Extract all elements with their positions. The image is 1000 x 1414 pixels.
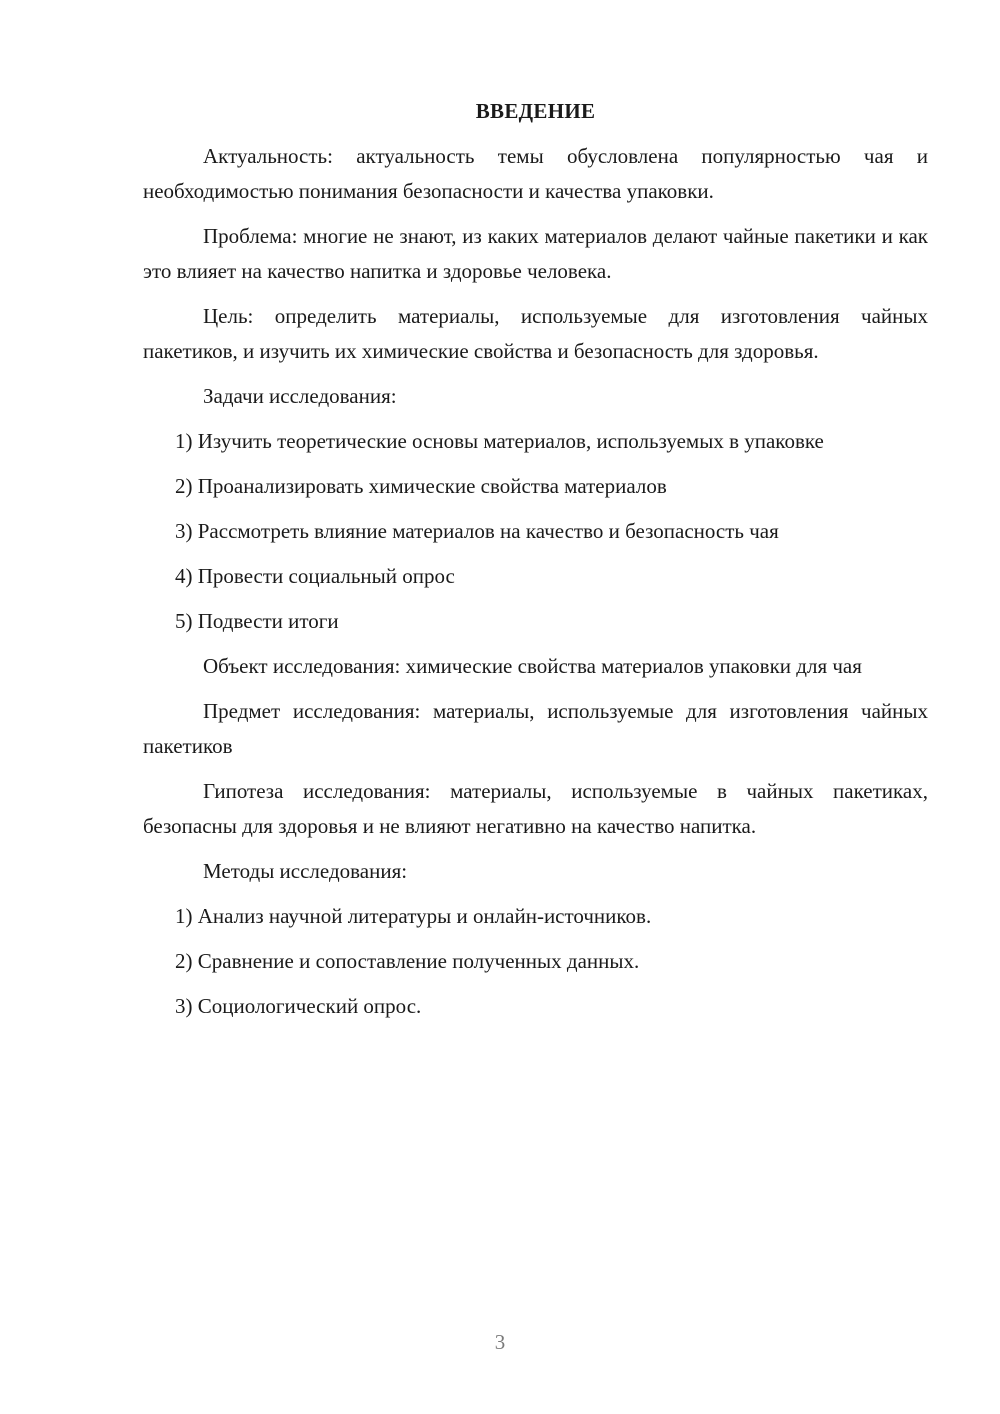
task-item: 3) Рассмотреть влияние материалов на качество и безопасность чая: [175, 519, 779, 543]
task-item: 5) Подвести итоги: [175, 609, 339, 633]
hypothesis-paragraph: Гипотеза исследования: материалы, используемые в чайных пакетиках, безопасны для здоровья и не влияют негативно на качество напитка.: [143, 779, 928, 838]
tasks-title: Задачи исследования:: [203, 384, 397, 408]
problem-paragraph: Проблема: многие не знают, из каких материалов делают чайные пакетики и как это влияет на качество напитка и здоровье человека.: [143, 224, 928, 283]
methods-title: Методы исследования:: [203, 859, 408, 883]
page-number: 3: [494, 1330, 506, 1354]
method-item: 3) Социологический опрос.: [175, 994, 422, 1018]
method-item: 1) Анализ научной литературы и онлайн-источников.: [175, 904, 652, 928]
subject-paragraph: Предмет исследования: материалы, используемые для изготовления чайных пакетиков: [143, 699, 928, 758]
task-item: 4) Провести социальный опрос: [175, 564, 455, 588]
page-content: [143, 94, 928, 1034]
section-heading: ВВЕДЕНИЕ: [475, 99, 596, 123]
goal-paragraph: Цель: определить материалы, используемые для изготовления чайных пакетиков, и изучить их химические свойства и безопасность для здоровья.: [143, 304, 928, 363]
relevance-paragraph: Актуальность: актуальность темы обусловлена популярностью чая и необходимостью понимания безопасности и качества упаковки.: [143, 144, 928, 203]
object-paragraph: Объект исследования: химические свойства материалов упаковки для чая: [203, 654, 862, 678]
task-item: 2) Проанализировать химические свойства материалов: [175, 474, 667, 498]
method-item: 2) Сравнение и сопоставление полученных данных.: [175, 949, 640, 973]
task-item: 1) Изучить теоретические основы материалов, используемых в упаковке: [175, 429, 824, 453]
